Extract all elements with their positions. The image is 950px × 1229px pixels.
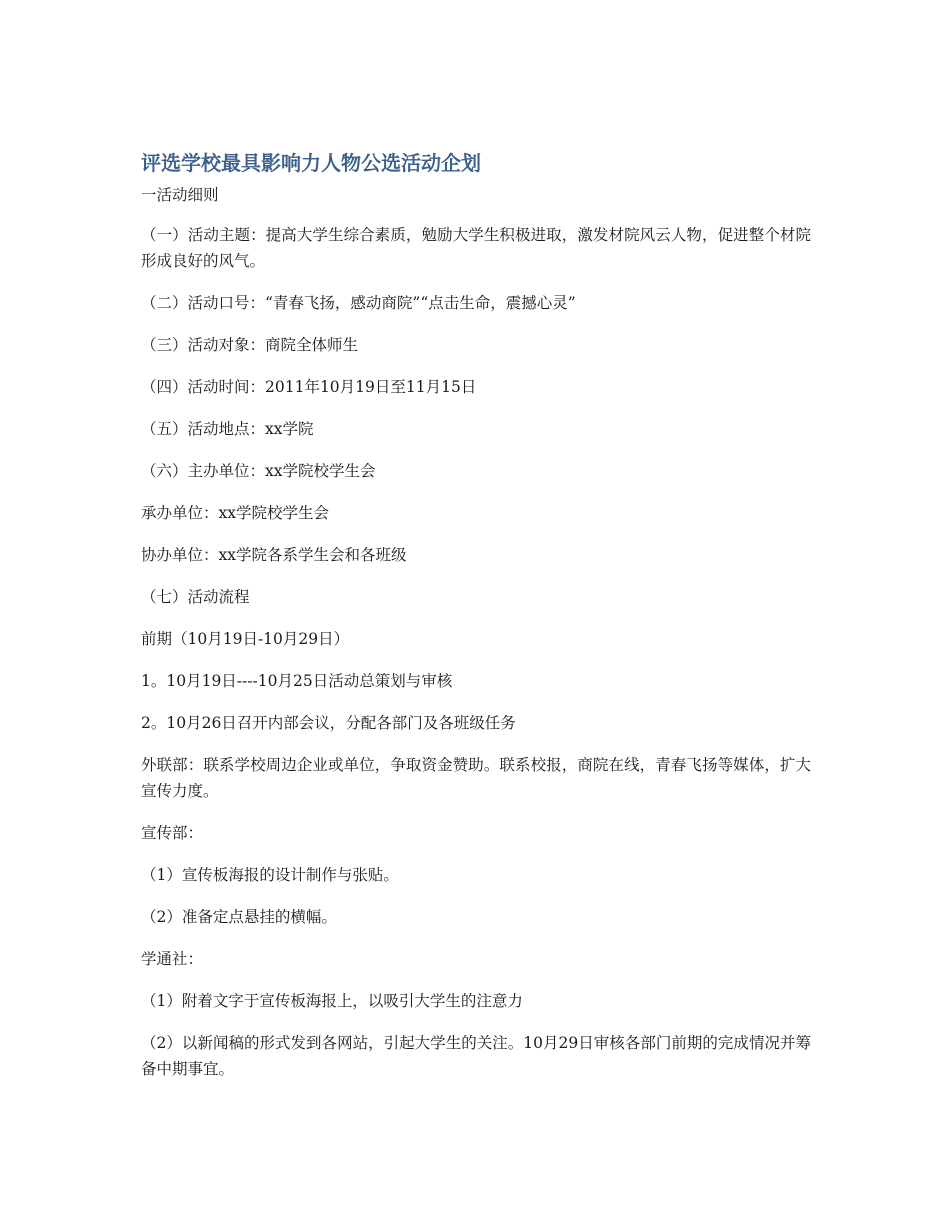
paragraph-step-2: 2。10月26日召开内部会议，分配各部门及各班级任务 (141, 714, 516, 732)
paragraph-co-organizer: 协办单位：xx学院各系学生会和各班级 (141, 546, 407, 564)
paragraph-audience: （三）活动对象：商院全体师生 (141, 336, 359, 354)
paragraph-time: （四）活动时间：2011年10月19日至11月15日 (141, 378, 477, 396)
paragraph-slogan: （二）活动口号：“青春飞扬，感动商院”“点击生命，震撼心灵” (141, 294, 576, 312)
paragraph-early-phase: 前期（10月19日-10月29日） (141, 630, 350, 648)
paragraph-organizer: （六）主办单位：xx学院校学生会 (141, 462, 376, 480)
paragraph-press-2: （2）以新闻稿的形式发到各网站，引起大学生的关注。10月29日审核各部门前期的完成情况并筹备中期事宜。 (141, 1034, 811, 1078)
paragraph-publicity-heading: 宣传部： (141, 824, 204, 842)
paragraph-undertaker: 承办单位：xx学院校学生会 (141, 504, 329, 522)
document-title: 评选学校最具影响力人物公选活动企划 (141, 151, 481, 175)
paragraph-press-1: （1）附着文字于宣传板海报上，以吸引大学生的注意力 (141, 992, 523, 1010)
document-body (141, 146, 811, 1098)
paragraph-publicity-1: （1）宣传板海报的设计制作与张贴。 (141, 866, 399, 884)
paragraph-press-heading: 学通社： (141, 950, 204, 968)
paragraph-external-relations: 外联部：联系学校周边企业或单位，争取资金赞助。联系校报，商院在线，青春飞扬等媒体，扩大宣传力度。 (141, 756, 811, 800)
paragraph-location: （五）活动地点：xx学院 (141, 420, 314, 438)
paragraph-process-heading: （七）活动流程 (141, 588, 250, 606)
paragraph-publicity-2: （2）准备定点悬挂的横幅。 (141, 908, 337, 926)
paragraph-step-1: 1。10月19日----10月25日活动总策划与审核 (141, 672, 453, 690)
section-heading: 一活动细则 (141, 186, 219, 204)
paragraph-theme: （一）活动主题：提高大学生综合素质，勉励大学生积极进取，激发材院风云人物，促进整个材院形成良好的风气。 (141, 226, 811, 270)
